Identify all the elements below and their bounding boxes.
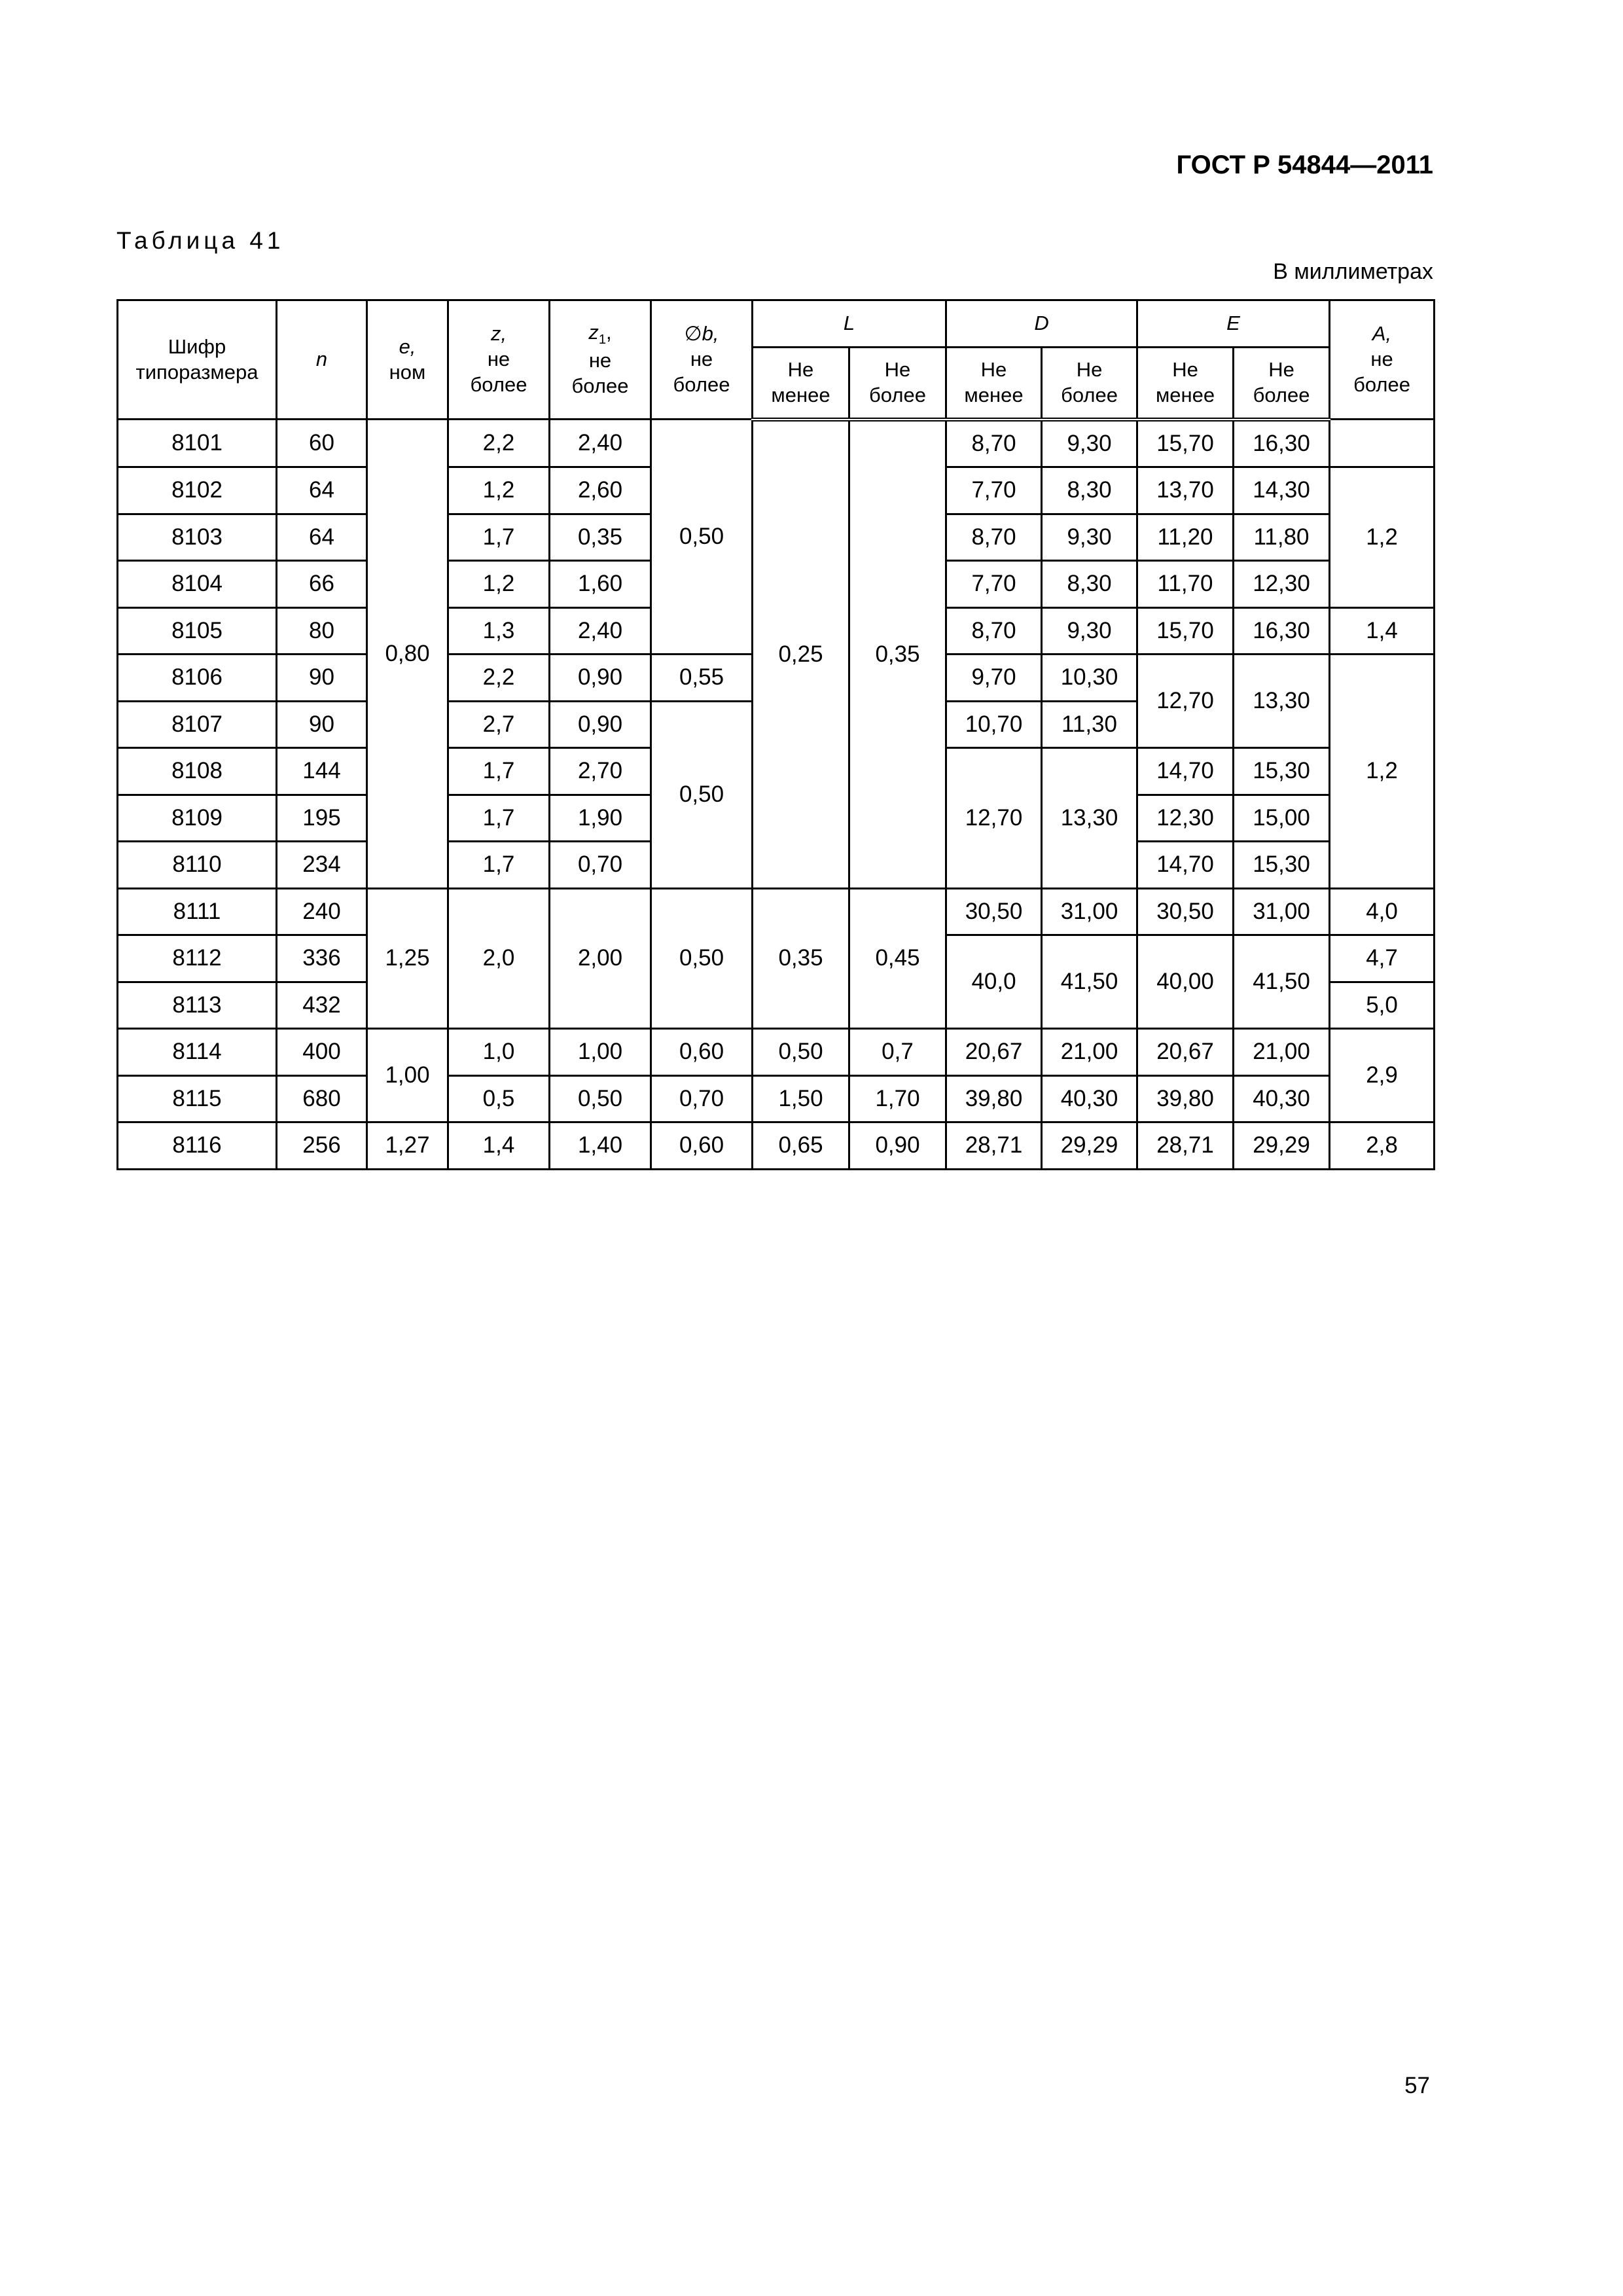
cell-D-max: 9,30 [1042, 420, 1137, 467]
header-E-max-ne: Не [1268, 358, 1294, 381]
header-L-symbol: L [843, 312, 855, 335]
page-number: 57 [1404, 2073, 1430, 2098]
header-L-max-bolee: более [869, 383, 926, 406]
cell-n: 256 [277, 1122, 367, 1170]
cell-E-max: 15,30 [1234, 748, 1330, 795]
cell-E-max: 16,30 [1234, 420, 1330, 467]
cell-b: 0,55 [651, 655, 753, 702]
cell-D-max: 13,30 [1042, 748, 1137, 889]
cell-L-min: 0,65 [753, 1122, 849, 1170]
cell-D-max: 31,00 [1042, 888, 1137, 935]
cell-E-min: 28,71 [1137, 1122, 1234, 1170]
cell-z: 2,0 [448, 888, 550, 1029]
header-z1-subscript: 1 [598, 332, 607, 348]
cell-b: 0,50 [651, 888, 753, 1029]
header-z1 [550, 300, 651, 420]
document-standard-header: ГОСТ Р 54844—2011 [1176, 151, 1433, 179]
cell-n: 60 [277, 420, 367, 467]
cell-E-max: 21,00 [1234, 1029, 1330, 1076]
header-L-max [849, 348, 946, 420]
cell-z1: 1,60 [550, 561, 651, 608]
cell-n: 90 [277, 701, 367, 748]
cell-z1: 0,35 [550, 514, 651, 561]
cell-z1: 2,60 [550, 467, 651, 514]
header-z1-bolee: более [571, 374, 629, 398]
cell-n: 195 [277, 795, 367, 842]
cell-L-max: 1,70 [849, 1075, 946, 1122]
cell-z: 2,2 [448, 420, 550, 467]
cell-z1: 0,90 [550, 701, 651, 748]
header-e [367, 300, 448, 420]
header-D-symbol: D [1034, 312, 1049, 335]
header-L-min-menee: менее [771, 383, 830, 406]
header-z1-ne: не [588, 349, 612, 372]
cell-code: 8106 [118, 655, 277, 702]
cell-z: 1,0 [448, 1029, 550, 1076]
header-D-max [1042, 348, 1137, 420]
cell-z1: 0,70 [550, 842, 651, 889]
cell-b: 0,50 [651, 701, 753, 888]
cell-E-max: 16,30 [1234, 607, 1330, 655]
cell-z: 1,7 [448, 514, 550, 561]
cell-D-min: 8,70 [946, 607, 1042, 655]
cell-A: 1,2 [1330, 655, 1435, 889]
cell-L-min: 0,25 [753, 420, 849, 889]
cell-n: 144 [277, 748, 367, 795]
header-A-bolee: более [1353, 372, 1410, 396]
cell-E-max: 15,00 [1234, 795, 1330, 842]
cell-D-max: 9,30 [1042, 607, 1137, 655]
table-row [118, 888, 1435, 935]
cell-A: 5,0 [1330, 982, 1435, 1029]
header-E-max [1234, 348, 1330, 420]
cell-L-max: 0,7 [849, 1029, 946, 1076]
cell-code: 8109 [118, 795, 277, 842]
header-z1-comma: , [606, 321, 612, 344]
cell-D-max: 41,50 [1042, 935, 1137, 1029]
cell-D-max: 21,00 [1042, 1029, 1137, 1076]
header-z-bolee: более [470, 372, 527, 396]
cell-L-min: 1,50 [753, 1075, 849, 1122]
cell-D-max: 11,30 [1042, 701, 1137, 748]
cell-L-min: 0,35 [753, 888, 849, 1029]
cell-D-min: 7,70 [946, 561, 1042, 608]
cell-E-min: 12,30 [1137, 795, 1234, 842]
cell-D-min: 20,67 [946, 1029, 1042, 1076]
header-D-min-ne: Не [980, 358, 1007, 381]
cell-D-max: 29,29 [1042, 1122, 1137, 1170]
cell-n: 336 [277, 935, 367, 982]
cell-z: 1,7 [448, 748, 550, 795]
units-label: В миллиметрах [1273, 259, 1433, 284]
cell-A: 1,2 [1330, 467, 1435, 608]
cell-n: 240 [277, 888, 367, 935]
cell-z: 1,7 [448, 842, 550, 889]
cell-E-min: 30,50 [1137, 888, 1234, 935]
cell-z1: 2,70 [550, 748, 651, 795]
cell-z: 1,2 [448, 467, 550, 514]
header-E-min-menee: менее [1155, 383, 1215, 406]
dimensions-table [116, 299, 1435, 1170]
cell-e: 0,80 [367, 420, 448, 889]
header-b-symbol: ∅b, [684, 322, 719, 346]
cell-n: 400 [277, 1029, 367, 1076]
cell-code: 8103 [118, 514, 277, 561]
cell-E-min: 15,70 [1137, 607, 1234, 655]
cell-E-min: 40,00 [1137, 935, 1234, 1029]
header-code [118, 300, 277, 420]
cell-D-min: 28,71 [946, 1122, 1042, 1170]
cell-A: 4,0 [1330, 888, 1435, 935]
header-L [753, 300, 946, 348]
cell-D-min: 40,0 [946, 935, 1042, 1029]
cell-z: 0,5 [448, 1075, 550, 1122]
cell-L-max: 0,35 [849, 420, 946, 889]
header-e-nom: ном [389, 360, 426, 384]
cell-z: 2,7 [448, 701, 550, 748]
cell-e: 1,27 [367, 1122, 448, 1170]
cell-b: 0,50 [651, 420, 753, 655]
cell-code: 8114 [118, 1029, 277, 1076]
cell-E-max: 31,00 [1234, 888, 1330, 935]
cell-E-min: 14,70 [1137, 842, 1234, 889]
cell-L-max: 0,45 [849, 888, 946, 1029]
header-z1-symbol: z [588, 321, 599, 344]
cell-code: 8107 [118, 701, 277, 748]
cell-z: 1,3 [448, 607, 550, 655]
cell-E-max: 40,30 [1234, 1075, 1330, 1122]
header-L-min [753, 348, 849, 420]
cell-n: 680 [277, 1075, 367, 1122]
cell-E-min: 12,70 [1137, 655, 1234, 748]
cell-e: 1,00 [367, 1029, 448, 1122]
header-A-ne: не [1370, 348, 1393, 371]
cell-z1: 2,00 [550, 888, 651, 1029]
cell-z: 1,2 [448, 561, 550, 608]
header-z [448, 300, 550, 420]
cell-code: 8101 [118, 420, 277, 467]
cell-z1: 2,40 [550, 607, 651, 655]
cell-n: 80 [277, 607, 367, 655]
cell-n: 66 [277, 561, 367, 608]
cell-E-max: 41,50 [1234, 935, 1330, 1029]
cell-D-max: 40,30 [1042, 1075, 1137, 1122]
cell-z1: 0,90 [550, 655, 651, 702]
cell-code: 8113 [118, 982, 277, 1029]
cell-E-min: 20,67 [1137, 1029, 1234, 1076]
cell-z1: 1,00 [550, 1029, 651, 1076]
header-b-ne: не [690, 348, 713, 371]
cell-n: 64 [277, 467, 367, 514]
cell-z1: 1,90 [550, 795, 651, 842]
header-E-max-bolee: более [1253, 383, 1310, 406]
cell-code: 8116 [118, 1122, 277, 1170]
cell-code: 8110 [118, 842, 277, 889]
cell-z: 1,7 [448, 795, 550, 842]
cell-code: 8105 [118, 607, 277, 655]
cell-z: 2,2 [448, 655, 550, 702]
table-header [118, 300, 1435, 420]
cell-D-max: 8,30 [1042, 561, 1137, 608]
cell-D-max: 9,30 [1042, 514, 1137, 561]
header-A [1330, 300, 1435, 420]
table-body [118, 420, 1435, 1170]
cell-b: 0,70 [651, 1075, 753, 1122]
cell-code: 8115 [118, 1075, 277, 1122]
cell-D-max: 8,30 [1042, 467, 1137, 514]
cell-z1: 1,40 [550, 1122, 651, 1170]
cell-A: 2,9 [1330, 1029, 1435, 1122]
cell-E-min: 39,80 [1137, 1075, 1234, 1122]
header-code-line2: типоразмера [135, 360, 259, 384]
header-D-min [946, 348, 1042, 420]
table-row [118, 420, 1435, 467]
cell-A [1330, 420, 1435, 467]
cell-E-min: 13,70 [1137, 467, 1234, 514]
cell-D-min: 8,70 [946, 514, 1042, 561]
table-row [118, 1075, 1435, 1122]
cell-E-max: 14,30 [1234, 467, 1330, 514]
cell-code: 8111 [118, 888, 277, 935]
cell-n: 90 [277, 655, 367, 702]
cell-E-max: 29,29 [1234, 1122, 1330, 1170]
header-n-symbol: n [315, 348, 328, 371]
header-z-symbol: z, [490, 322, 507, 346]
cell-D-min: 9,70 [946, 655, 1042, 702]
cell-D-min: 10,70 [946, 701, 1042, 748]
table-row [118, 1029, 1435, 1076]
header-E-min-ne: Не [1172, 358, 1198, 381]
header-E-symbol: E [1226, 312, 1240, 335]
header-E-min [1137, 348, 1234, 420]
header-b-bolee: более [673, 372, 730, 396]
cell-E-min: 11,70 [1137, 561, 1234, 608]
cell-z1: 0,50 [550, 1075, 651, 1122]
cell-E-max: 15,30 [1234, 842, 1330, 889]
cell-b: 0,60 [651, 1029, 753, 1076]
cell-L-min: 0,50 [753, 1029, 849, 1076]
cell-z1: 2,40 [550, 420, 651, 467]
cell-code: 8108 [118, 748, 277, 795]
cell-n: 234 [277, 842, 367, 889]
cell-A: 4,7 [1330, 935, 1435, 982]
cell-E-min: 14,70 [1137, 748, 1234, 795]
header-L-max-ne: Не [884, 358, 911, 381]
table-row [118, 1122, 1435, 1170]
header-D-max-bolee: более [1061, 383, 1118, 406]
header-D-min-menee: менее [964, 383, 1024, 406]
header-D [946, 300, 1137, 348]
cell-E-max: 11,80 [1234, 514, 1330, 561]
table-caption: Таблица 41 [116, 227, 285, 254]
cell-D-min: 12,70 [946, 748, 1042, 889]
cell-n: 64 [277, 514, 367, 561]
cell-A: 1,4 [1330, 607, 1435, 655]
cell-z: 1,4 [448, 1122, 550, 1170]
cell-n: 432 [277, 982, 367, 1029]
cell-A: 2,8 [1330, 1122, 1435, 1170]
cell-D-min: 39,80 [946, 1075, 1042, 1122]
cell-code: 8104 [118, 561, 277, 608]
header-L-min-ne: Не [787, 358, 814, 381]
cell-L-max: 0,90 [849, 1122, 946, 1170]
cell-E-min: 11,20 [1137, 514, 1234, 561]
header-b [651, 300, 753, 420]
cell-D-min: 8,70 [946, 420, 1042, 467]
cell-D-min: 7,70 [946, 467, 1042, 514]
header-A-symbol: A, [1372, 322, 1392, 346]
cell-code: 8102 [118, 467, 277, 514]
header-code-line1: Шифр [168, 334, 226, 358]
header-e-symbol: e, [399, 334, 416, 358]
cell-E-max: 12,30 [1234, 561, 1330, 608]
cell-D-max: 10,30 [1042, 655, 1137, 702]
cell-e: 1,25 [367, 888, 448, 1029]
cell-E-max: 13,30 [1234, 655, 1330, 748]
cell-b: 0,60 [651, 1122, 753, 1170]
cell-code: 8112 [118, 935, 277, 982]
cell-E-min: 15,70 [1137, 420, 1234, 467]
header-z-ne: не [487, 348, 510, 371]
header-n [277, 300, 367, 420]
header-D-max-ne: Не [1076, 358, 1103, 381]
header-E [1137, 300, 1330, 348]
cell-D-min: 30,50 [946, 888, 1042, 935]
